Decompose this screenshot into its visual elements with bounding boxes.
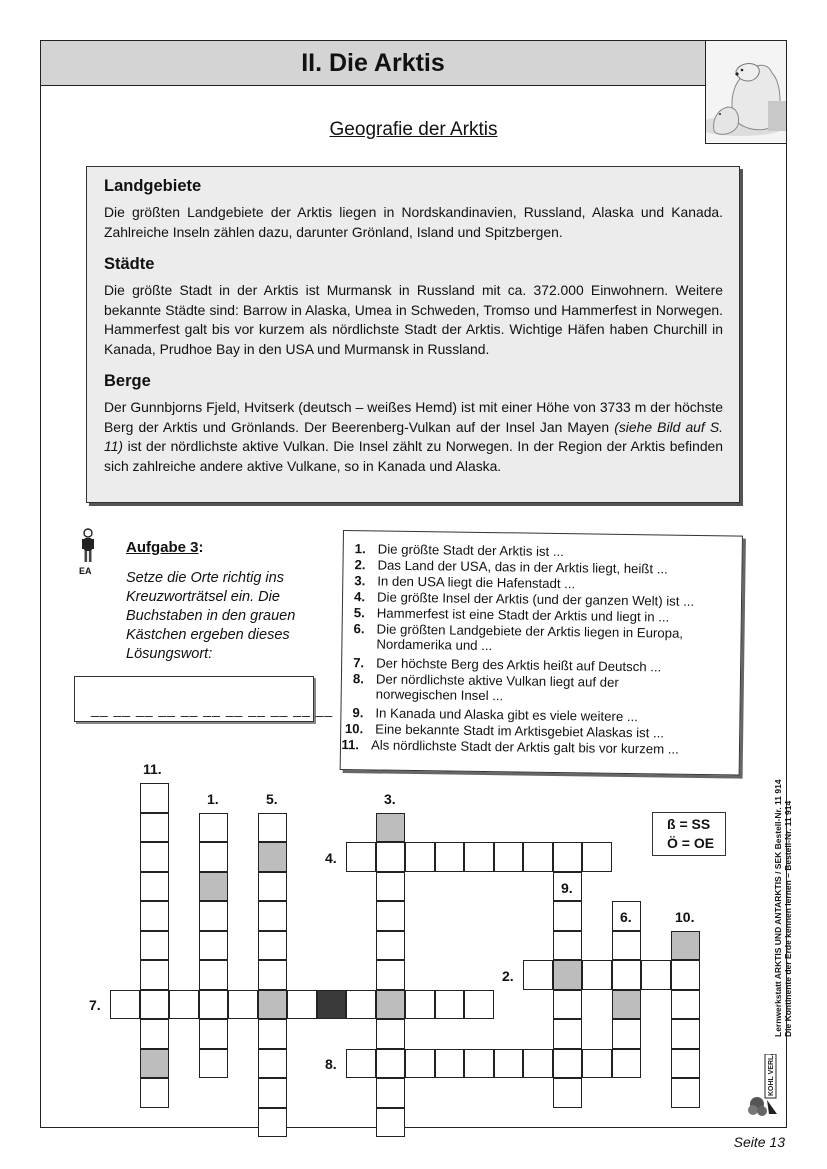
crossword-number: 6. xyxy=(620,909,632,925)
clue-text: Nordamerika und ... xyxy=(376,636,493,654)
text-berge-part1: Der Gunnbjorns Fjeld, Hvitserk (deutsch – weißes Hemd) ist mit einer Höhe von 3733 m der höchste Berg der Arktis und Grönlands. Der Beerenberg-Vulkan auf der Insel Jan Mayen xyxy=(104,399,723,435)
crossword-cell[interactable] xyxy=(258,1078,288,1108)
crossword-cell[interactable] xyxy=(258,1019,288,1049)
crossword-cell[interactable] xyxy=(671,990,701,1020)
crossword-cell[interactable] xyxy=(258,1108,288,1138)
crossword-cell[interactable] xyxy=(553,931,583,961)
crossword-cell[interactable] xyxy=(523,842,553,872)
crossword-cell[interactable] xyxy=(553,990,583,1020)
clue-list xyxy=(340,530,743,776)
crossword-cell[interactable] xyxy=(376,872,406,902)
crossword-cell[interactable] xyxy=(553,1078,583,1108)
crossword-cell[interactable] xyxy=(612,1019,642,1049)
crossword-cell[interactable] xyxy=(199,901,229,931)
crossword-cell[interactable] xyxy=(140,931,170,961)
crossword-cell[interactable] xyxy=(169,990,199,1020)
legend-line: ß = SS xyxy=(667,816,711,832)
heading-berge: Berge xyxy=(104,372,151,390)
crossword-cell[interactable] xyxy=(258,1049,288,1079)
text-berge xyxy=(104,398,723,476)
text-berge-reference: (siehe Bild auf S. 11) xyxy=(104,418,724,454)
crossword-cell[interactable] xyxy=(435,842,465,872)
crossword-cell[interactable] xyxy=(258,872,288,902)
crossword-cell[interactable] xyxy=(140,1049,170,1079)
clue-text: Das Land der USA, das in der Arktis liegt, heißt ... xyxy=(377,557,668,577)
crossword-cell[interactable] xyxy=(376,931,406,961)
crossword-cell[interactable] xyxy=(494,842,524,872)
crossword-cell[interactable] xyxy=(346,1049,376,1079)
crossword-cell[interactable] xyxy=(140,872,170,902)
crossword-cell[interactable] xyxy=(199,990,229,1020)
ea-badge: EA xyxy=(79,566,92,576)
crossword-cell[interactable] xyxy=(671,960,701,990)
crossword-cell[interactable] xyxy=(376,1049,406,1079)
crossword-cell[interactable] xyxy=(140,1078,170,1108)
crossword-cell[interactable] xyxy=(494,1049,524,1079)
character-legend xyxy=(652,812,726,856)
crossword-cell[interactable] xyxy=(140,842,170,872)
crossword-number: 9. xyxy=(561,880,573,896)
crossword-cell[interactable] xyxy=(376,960,406,990)
crossword-cell[interactable] xyxy=(582,842,612,872)
crossword-cell[interactable] xyxy=(258,901,288,931)
crossword-cell[interactable] xyxy=(199,1049,229,1079)
crossword-cell[interactable] xyxy=(376,1108,406,1138)
page-number: Seite 13 xyxy=(733,1134,785,1150)
crossword-cell[interactable] xyxy=(523,1049,553,1079)
legend-line: Ö = OE xyxy=(667,835,715,851)
crossword-number: 10. xyxy=(675,909,695,925)
crossword-cell[interactable] xyxy=(376,842,406,872)
crossword-cell[interactable] xyxy=(553,1019,583,1049)
crossword-cell[interactable] xyxy=(523,960,553,990)
info-box xyxy=(86,166,740,503)
clue-number: 2. xyxy=(354,557,366,573)
crossword-cell[interactable] xyxy=(199,1019,229,1049)
crossword-cell[interactable] xyxy=(582,960,612,990)
clue-text: Als nördlichste Stadt der Arktis galt bis vor kurzem ... xyxy=(370,737,679,757)
crossword-cell[interactable] xyxy=(258,990,288,1020)
crossword-cell[interactable] xyxy=(199,960,229,990)
task-instruction: Setze die Orte richtig ins Kreuzworträtsel ein. Die Buchstaben in den grauen Kästchen ergeben dieses Lösungswort: xyxy=(126,570,296,662)
crossword-cell[interactable] xyxy=(228,990,258,1020)
crossword-cell[interactable] xyxy=(140,813,170,843)
clue-text: In Kanada und Alaska gibt es viele weitere ... xyxy=(375,705,638,725)
crossword-cell[interactable] xyxy=(376,1019,406,1049)
side-imprint-line: Die Kontinente der Erde kennen lernen – Bestell-Nr. 11 914 xyxy=(783,800,793,1037)
clue-number: 1. xyxy=(354,541,366,557)
clue-text: Der nördlichste aktive Vulkan liegt auf der xyxy=(375,671,619,690)
publisher-name: KOHL VERLAG xyxy=(768,1054,775,1096)
crossword-cell[interactable] xyxy=(671,1019,701,1049)
crossword-cell[interactable] xyxy=(140,901,170,931)
task-title-colon: : xyxy=(198,539,204,556)
crossword-cell[interactable] xyxy=(140,960,170,990)
crossword-cell[interactable] xyxy=(199,931,229,961)
crossword-cell[interactable] xyxy=(258,813,288,843)
crossword-cell[interactable] xyxy=(258,931,288,961)
crossword-cell[interactable] xyxy=(553,1049,583,1079)
crossword-cell[interactable] xyxy=(140,1019,170,1049)
clue-number: 4. xyxy=(353,589,366,605)
crossword-cell[interactable] xyxy=(376,813,406,843)
clue-number: 8. xyxy=(352,671,365,687)
crossword-cell[interactable] xyxy=(376,990,406,1020)
clue-number: 5. xyxy=(353,605,365,621)
crossword-cell[interactable] xyxy=(671,1078,701,1108)
crossword-cell[interactable] xyxy=(346,990,376,1020)
clue-number: 11. xyxy=(341,736,360,753)
crossword-cell[interactable] xyxy=(405,842,435,872)
crossword-cell[interactable] xyxy=(582,1049,612,1079)
crossword-cell[interactable] xyxy=(671,1049,701,1079)
crossword-cell[interactable] xyxy=(199,872,229,902)
side-imprint-line: Lernwerkstatt ARKTIS UND ANTARKTIS / SEK Bestell-Nr. 11 914 xyxy=(773,779,783,1037)
crossword-number: 11. xyxy=(143,761,162,777)
crossword-cell[interactable] xyxy=(405,990,435,1020)
crossword-cell[interactable] xyxy=(464,1049,494,1079)
crossword-cell[interactable] xyxy=(464,990,494,1020)
heading-landgebiete: Landgebiete xyxy=(104,177,202,195)
task-title xyxy=(126,539,204,556)
text-landgebiete: Die größten Landgebiete der Arktis liegen in Nordskandinavien, Russland, Alaska und Kanada. Zahlreiche Inseln zählen dazu, darunter Grönland, Island und Spitzbergen. xyxy=(104,204,723,240)
crossword-number: 5. xyxy=(266,791,278,807)
crossword-cell[interactable] xyxy=(140,783,170,813)
crossword-cell[interactable] xyxy=(435,990,465,1020)
solution-blanks: __ __ __ __ __ __ __ __ __ __ __ xyxy=(91,701,334,717)
crossword-cell[interactable] xyxy=(464,842,494,872)
crossword-number: 3. xyxy=(384,791,396,807)
crossword-cell[interactable] xyxy=(199,842,229,872)
crossword-number: 4. xyxy=(325,850,337,866)
crossword-cell[interactable] xyxy=(553,960,583,990)
clue-text: Der höchste Berg des Arktis heißt auf Deutsch ... xyxy=(376,655,662,675)
task-title-label: Aufgabe 3 xyxy=(126,539,199,556)
crossword-cell xyxy=(317,990,347,1020)
side-imprint xyxy=(773,779,793,1037)
crossword-cell[interactable] xyxy=(612,960,642,990)
clue-text: Eine bekannte Stadt im Arktisgebiet Alaskas ist ... xyxy=(375,721,665,741)
clue-text: In den USA liegt die Hafenstadt ... xyxy=(377,573,576,592)
text-berge-part2: ist der nördlichste aktive Vulkan. Die Insel zählt zu Norwegen. In der Region der Arktis befinden sich zahlreiche andere aktive Vulkane, so in Kanada und Alaska. xyxy=(104,438,723,474)
crossword-cell[interactable] xyxy=(553,901,583,931)
clue-number: 3. xyxy=(354,573,366,589)
page-title: II. Die Arktis xyxy=(40,40,706,86)
text-staedte: Die größte Stadt in der Arktis ist Murmansk in Russland mit ca. 372.000 Einwohnern. Weitere bekannte Städte sind: Barrow in Alaska, Umea in Schweden, Tromso und Hammerfest in Norwegen. Hammerfest galt bis vor kurzem als nördlichste Stadt der Arktis. Wichtige Häfen haben Churchill in Kanada, Prudhoe Bay in den USA und Murmansk in Russland. xyxy=(104,282,723,357)
publisher-logo xyxy=(745,1054,779,1120)
clue-text: Hammerfest ist eine Stadt der Arktis und liegt in ... xyxy=(376,605,670,625)
crossword-cell[interactable] xyxy=(199,813,229,843)
crossword-number: 1. xyxy=(207,791,219,807)
crossword-cell[interactable] xyxy=(612,931,642,961)
clue-text: Die größte Insel der Arktis (und der ganzen Welt) ist ... xyxy=(376,589,695,609)
crossword-cell[interactable] xyxy=(258,960,288,990)
clue-number: 10. xyxy=(344,721,364,737)
crossword-number: 2. xyxy=(502,968,514,984)
crossword-cell[interactable] xyxy=(110,990,140,1020)
crossword-number: 7. xyxy=(89,997,101,1013)
solution-word-box[interactable] xyxy=(74,676,334,722)
crossword-number: 8. xyxy=(325,1056,337,1072)
crossword-cell[interactable] xyxy=(612,1049,642,1079)
crossword-cell[interactable] xyxy=(346,842,376,872)
crossword-cell[interactable] xyxy=(435,1049,465,1079)
crossword-cell[interactable] xyxy=(376,901,406,931)
crossword-cell[interactable] xyxy=(405,1049,435,1079)
crossword-cell[interactable] xyxy=(376,1078,406,1108)
clue-number: 9. xyxy=(352,705,364,721)
crossword-cell[interactable] xyxy=(553,842,583,872)
crossword-cell[interactable] xyxy=(612,990,642,1020)
clue-text: Die größten Landgebiete der Arktis liegen in Europa, xyxy=(376,621,684,641)
clue-number: 7. xyxy=(353,655,365,671)
clue-number: 6. xyxy=(353,621,365,637)
clue-text: norwegischen Insel ... xyxy=(375,686,504,704)
crossword-cell[interactable] xyxy=(287,990,317,1020)
crossword-cell[interactable] xyxy=(671,931,701,961)
crossword-cell[interactable] xyxy=(641,960,671,990)
section-subtitle: Geografie der Arktis xyxy=(329,119,498,140)
clue-text: Die größte Stadt der Arktis ist ... xyxy=(377,541,564,560)
crossword-cell[interactable] xyxy=(140,990,170,1020)
heading-staedte: Städte xyxy=(104,255,155,273)
crossword-cell[interactable] xyxy=(258,842,288,872)
